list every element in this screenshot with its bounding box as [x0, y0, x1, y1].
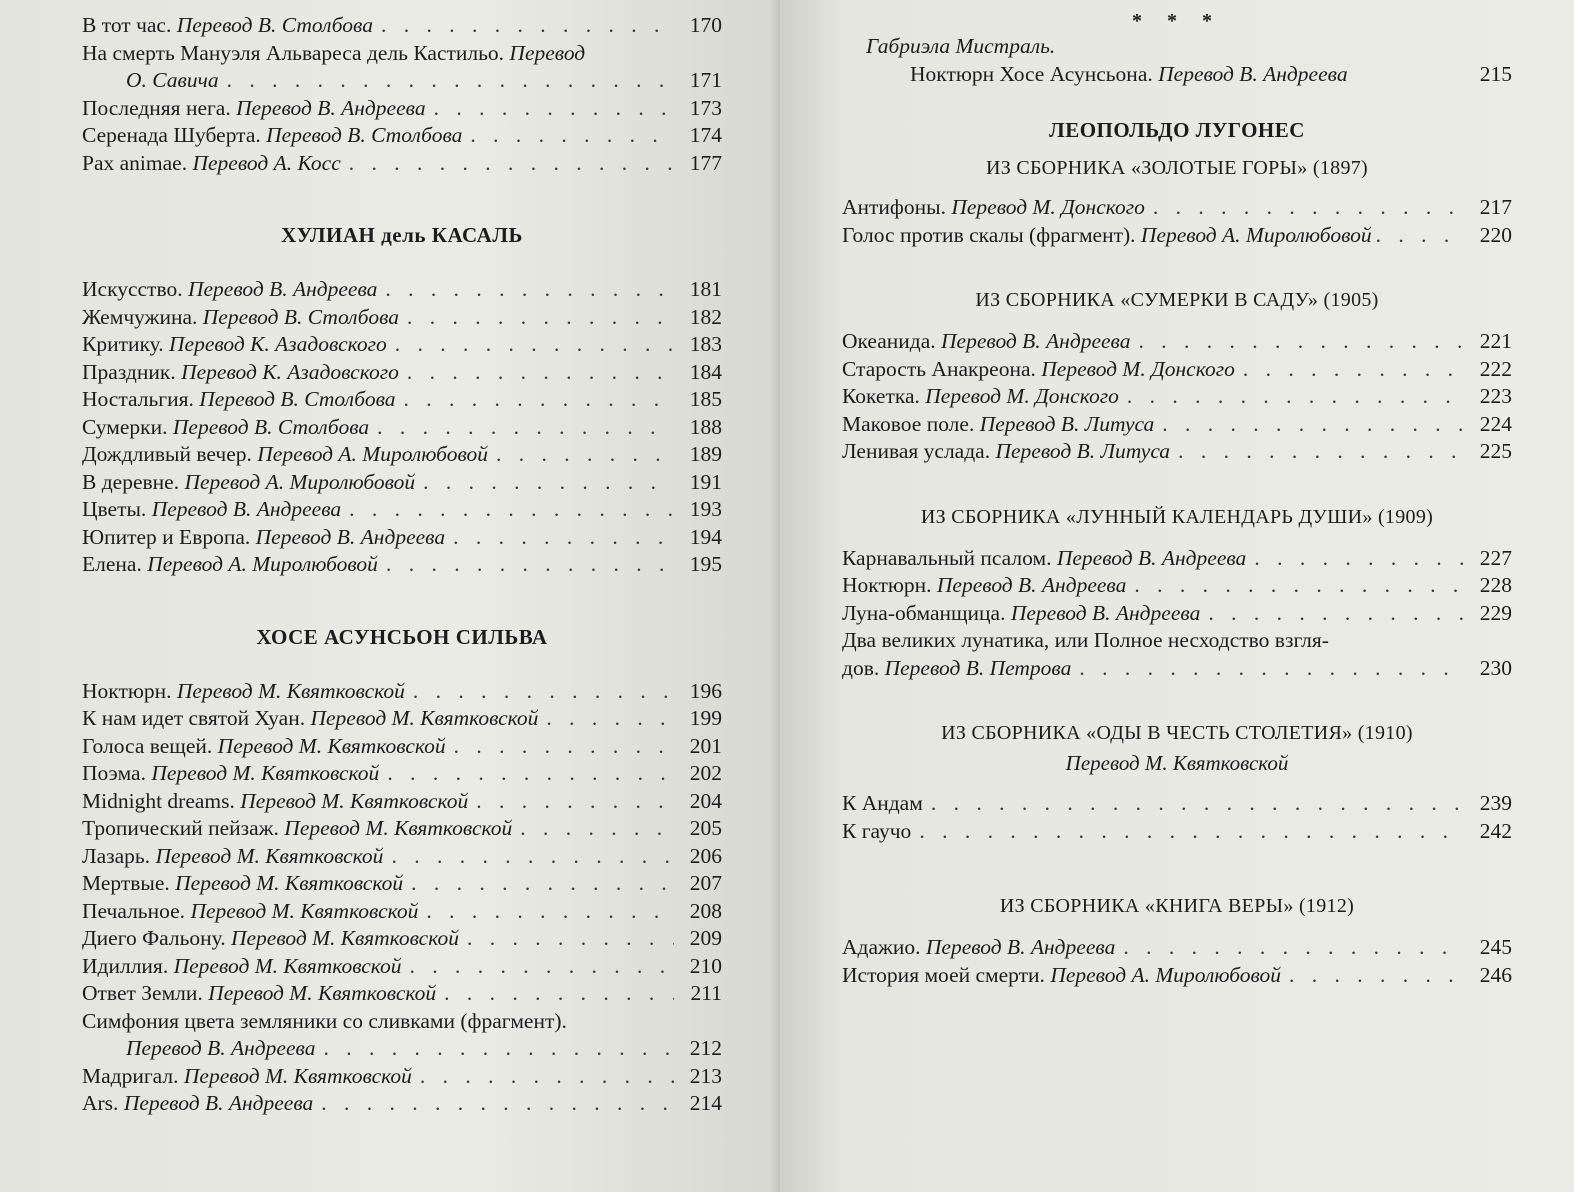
toc-entry: В тот час. Перевод В. Столбова . . . 170 — [82, 12, 722, 40]
toc-entry: Луна-обманщица. Перевод В. Андреева . . . 229 — [842, 600, 1512, 628]
author-heading: ХУЛИАН дель КАСАЛЬ — [281, 223, 523, 247]
toc-entry-wrapped: Два великих лунатика, или Полное несходство взгля- — [842, 628, 1329, 652]
toc-entry: Ответ Земли. Перевод М. Квятковской . . . 211 — [82, 980, 722, 1008]
toc-entry: Серенада Шуберта. Перевод В. Столбова . . . 174 — [82, 122, 722, 150]
toc-entry: Маковое поле. Перевод В. Литуса . . . 224 — [842, 411, 1512, 439]
left-page-content — [82, 12, 722, 1118]
right-page-content — [842, 10, 1512, 989]
toc-entry: Ноктюрн. Перевод В. Андреева . . . 228 — [842, 572, 1512, 600]
toc-entry: Адажио. Перевод В. Андреева . . . 245 — [842, 934, 1512, 962]
author-heading: ХОСЕ АСУНСЬОН СИЛЬВА — [256, 624, 548, 649]
toc-entry: Ноктюрн Хосе Асунсьона. Перевод В. Андреева 215 — [910, 61, 1512, 86]
toc-entry: Ностальгия. Перевод В. Столбова . . . 185 — [82, 386, 722, 414]
toc-entry: В деревне. Перевод А. Миролюбовой . . . 191 — [82, 469, 722, 497]
toc-entry: Последняя нега. Перевод В. Андреева . . . 173 — [82, 95, 722, 123]
section-heading: ИЗ СБОРНИКА «СУМЕРКИ В САДУ» (1905) — [975, 289, 1379, 311]
toc-entry: Печальное. Перевод М. Квятковской . . . 208 — [82, 898, 722, 926]
toc-entry: Pax animae. Перевод А. Косс . . . 177 — [82, 150, 722, 178]
author-heading: ЛЕОПОЛЬДО ЛУГОНЕС — [1049, 118, 1305, 142]
toc-entry-continuation: дов. Перевод В. Петрова . . . 230 — [842, 655, 1512, 683]
toc-entry: Голос против скалы (фрагмент). Перевод А. Миролюбовой . . . 220 — [842, 222, 1512, 250]
toc-entry: Ноктюрн. Перевод М. Квятковской . . . 196 — [82, 678, 722, 706]
toc-entry: Идиллия. Перевод М. Квятковской . . . 210 — [82, 953, 722, 981]
toc-entry: Тропический пейзаж. Перевод М. Квятковской . . . 205 — [82, 815, 722, 843]
toc-entry: Антифоны. Перевод М. Донского . . . 217 — [842, 194, 1512, 222]
toc-entry: Океанида. Перевод В. Андреева . . . 221 — [842, 328, 1512, 356]
toc-entry: Праздник. Перевод К. Азадовского . . . 184 — [82, 359, 722, 387]
toc-entry: Юпитер и Европа. Перевод В. Андреева . . . 194 — [82, 524, 722, 552]
toc-entry: Старость Анакреона. Перевод М. Донского . . . 222 — [842, 356, 1512, 384]
toc-entry: Ars. Перевод В. Андреева . . . 214 — [82, 1090, 722, 1118]
toc-entry: Мертвые. Перевод М. Квятковской . . . 207 — [82, 870, 722, 898]
toc-entry-continuation: О. Савича . . . 171 — [82, 67, 722, 95]
toc-entry: Диего Фальону. Перевод М. Квятковской . . . 209 — [82, 925, 722, 953]
toc-entry: Ленивая услада. Перевод В. Литуса . . . 225 — [842, 438, 1512, 466]
toc-entry: Жемчужина. Перевод В. Столбова . . . 182 — [82, 304, 722, 332]
author-line: Габриэла Мистраль. — [866, 34, 1056, 58]
toc-entry: Карнавальный псалом. Перевод В. Андреева . . . 227 — [842, 545, 1512, 573]
toc-entry: Елена. Перевод А. Миролюбовой . . . 195 — [82, 551, 722, 579]
toc-entry: Критику. Перевод К. Азадовского . . . 183 — [82, 331, 722, 359]
toc-entry: К гаучо . . . 242 — [842, 818, 1512, 846]
right-page — [780, 0, 1574, 1192]
section-heading: ИЗ СБОРНИКА «КНИГА ВЕРЫ» (1912) — [999, 895, 1355, 917]
toc-entry: Сумерки. Перевод В. Столбова . . . 188 — [82, 414, 722, 442]
toc-entry-wrapped: Симфония цвета земляники со сливками (фрагмент). — [82, 1008, 567, 1033]
toc-entry: Цветы. Перевод В. Андреева . . . 193 — [82, 496, 722, 524]
toc-entry-wrapped: На смерть Мануэля Альвареса дель Кастильо. Перевод — [82, 40, 586, 65]
toc-group-casal — [82, 276, 722, 579]
toc-entry: Лазарь. Перевод М. Квятковской . . . 206 — [82, 843, 722, 871]
toc-entry: К Андам . . . 239 — [842, 790, 1512, 818]
toc-entry: Кокетка. Перевод М. Донского . . . 223 — [842, 383, 1512, 411]
section-heading: ИЗ СБОРНИКА «ОДЫ В ЧЕСТЬ СТОЛЕТИЯ» (1910) — [941, 722, 1413, 744]
toc-entry: Голоса вещей. Перевод М. Квятковской . . . 201 — [82, 733, 722, 761]
toc-entry-continuation: Перевод В. Андреева . . . 212 — [82, 1035, 722, 1063]
section-heading: ИЗ СБОРНИКА «ЗОЛОТЫЕ ГОРЫ» (1897) — [985, 157, 1369, 179]
toc-entry: Поэма. Перевод М. Квятковской . . . 202 — [82, 760, 722, 788]
toc-group-silva — [82, 678, 722, 1118]
toc-entry: Искусство. Перевод В. Андреева . . . 181 — [82, 276, 722, 304]
asterism: * * * — [1132, 10, 1222, 32]
toc-entry: Мадригал. Перевод М. Квятковской . . . 213 — [82, 1063, 722, 1091]
toc-entry: Дождливый вечер. Перевод А. Миролюбовой . . . 189 — [82, 441, 722, 469]
toc-entry: К нам идет святой Хуан. Перевод М. Квятковской . . . 199 — [82, 705, 722, 733]
section-translator: Перевод М. Квятковской — [1065, 751, 1289, 775]
section-heading: ИЗ СБОРНИКА «ЛУННЫЙ КАЛЕНДАРЬ ДУШИ» (1909) — [920, 505, 1434, 528]
left-page — [0, 0, 780, 1192]
toc-entry: История моей смерти. Перевод А. Миролюбовой . . . 246 — [842, 962, 1512, 990]
toc-entry: Midnight dreams. Перевод М. Квятковской . . . 204 — [82, 788, 722, 816]
